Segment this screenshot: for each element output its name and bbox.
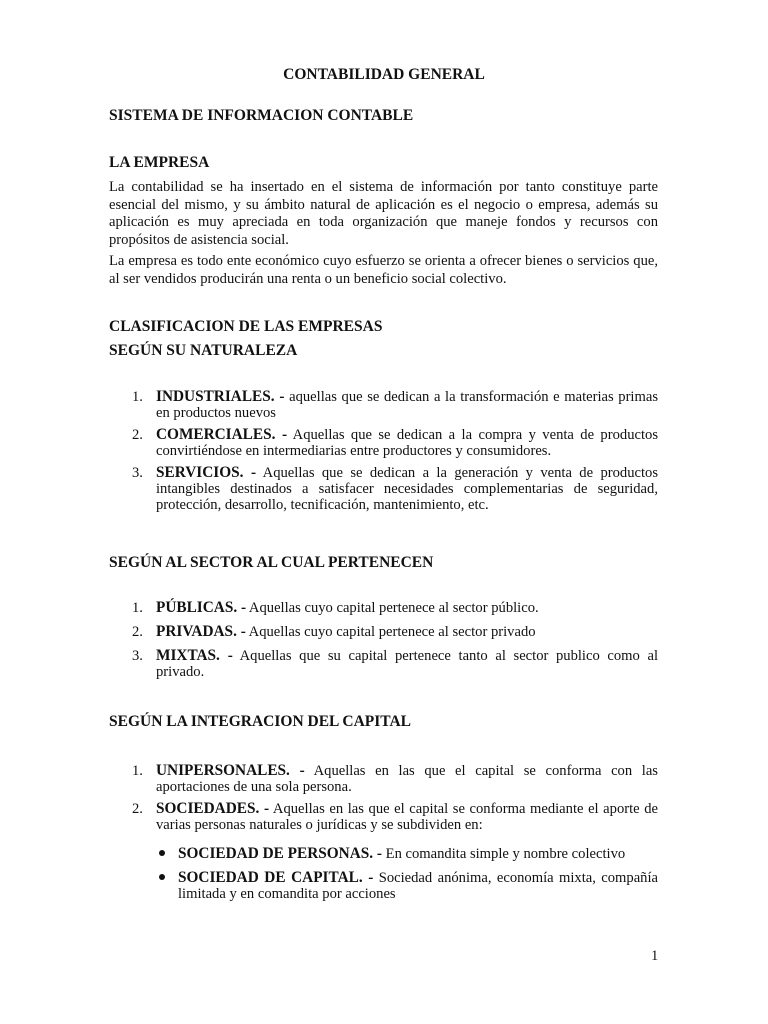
bullet-icon (159, 850, 165, 856)
heading-segun-capital: SEGÚN LA INTEGRACION DEL CAPITAL (109, 713, 412, 730)
heading-clasificacion: CLASIFICACION DE LAS EMPRESAS (109, 318, 383, 335)
list-item-text: Aquellas cuyo capital pertenece al sector privado (245, 624, 536, 640)
list-item-term: SERVICIOS. - (156, 464, 257, 481)
list-capital (109, 763, 658, 833)
list-item (109, 801, 658, 833)
list-item-number: 3. (132, 648, 143, 664)
list-item-number: 3. (132, 465, 143, 481)
list-item-text: Aquellas cuyo capital pertenece al sector público. (246, 600, 539, 616)
list-naturaleza (109, 389, 658, 513)
list-item (109, 624, 658, 640)
list-item-term: PRIVADAS. - (156, 623, 246, 640)
list-item-number: 1. (132, 600, 143, 616)
bullet-item-text: Sociedad anónima, economía mixta, compañía limitada y en comandita por acciones (178, 870, 658, 902)
list-item-term: SOCIEDADES. - (156, 800, 270, 817)
list-item (109, 763, 658, 795)
bullet-item (156, 846, 658, 862)
list-item-number: 1. (132, 763, 143, 779)
list-item-text: Aquellas en las que el capital se conforma con las aportaciones de una sola persona. (156, 763, 658, 795)
list-item-text: Aquellas en las que el capital se conforma mediante el aporte de varias personas naturales o jurídicas y se subdividen en: (156, 801, 658, 833)
list-sociedades (156, 846, 658, 902)
list-item-term: PÚBLICAS. - (156, 599, 247, 616)
list-item-text: Aquellas que se dedican a la compra y venta de productos convirtiéndose en intermediarias entre productores y consumidores. (156, 427, 658, 459)
page-number: 1 (651, 948, 659, 964)
heading-segun-naturaleza: SEGÚN SU NATURALEZA (109, 342, 298, 359)
list-item-term: INDUSTRIALES. - (156, 388, 285, 405)
list-item (109, 427, 658, 459)
bullet-item (156, 870, 658, 902)
list-item-number: 1. (132, 389, 143, 405)
bullet-item-term: SOCIEDAD DE CAPITAL. - (178, 869, 374, 886)
section-subtitle: SISTEMA DE INFORMACION CONTABLE (109, 107, 414, 124)
list-item-text: aquellas que se dedican a la transformación e materias primas en productos nuevos (156, 389, 658, 421)
list-item-term: UNIPERSONALES. - (156, 762, 305, 779)
list-item-number: 2. (132, 624, 143, 640)
heading-la-empresa: LA EMPRESA (109, 154, 210, 171)
list-item-text: Aquellas que su capital pertenece tanto al sector publico como al privado. (156, 648, 658, 680)
document-title: CONTABILIDAD GENERAL (283, 66, 485, 83)
list-sector (109, 600, 658, 680)
list-item-term: COMERCIALES. - (156, 426, 288, 443)
list-item-number: 2. (132, 801, 143, 817)
list-item (109, 389, 658, 421)
bullet-item-text: En comandita simple y nombre colectivo (382, 846, 626, 862)
bullet-item-term: SOCIEDAD DE PERSONAS. - (178, 845, 382, 862)
list-item-text: Aquellas que se dedican a la generación y venta de productos intangibles destinados a satisfacer necesidades complementarias de seguridad, protección, desarrollo, tecnificación, mantenimiento, etc. (156, 465, 659, 513)
list-item (109, 600, 658, 616)
list-item-term: MIXTAS. - (156, 647, 233, 664)
list-item-number: 2. (132, 427, 143, 443)
heading-segun-sector: SEGÚN AL SECTOR AL CUAL PERTENECEN (109, 554, 434, 571)
list-item (109, 465, 658, 513)
paragraph-contabilidad: La contabilidad se ha insertado en el sistema de información por tanto constituye parte esencial del mismo, y su ámbito natural de aplicación es el negocio o empresa, además su aplicación es muy apreciada en toda organización que maneje fondos y recursos con propósitos de asistencia social. (109, 179, 658, 248)
list-item (109, 648, 658, 680)
bullet-icon (159, 874, 165, 880)
paragraph-empresa-definicion: La empresa es todo ente económico cuyo esfuerzo se orienta a ofrecer bienes o servicios que, al ser vendidos producirán una renta o un beneficio social colectivo. (109, 253, 658, 287)
